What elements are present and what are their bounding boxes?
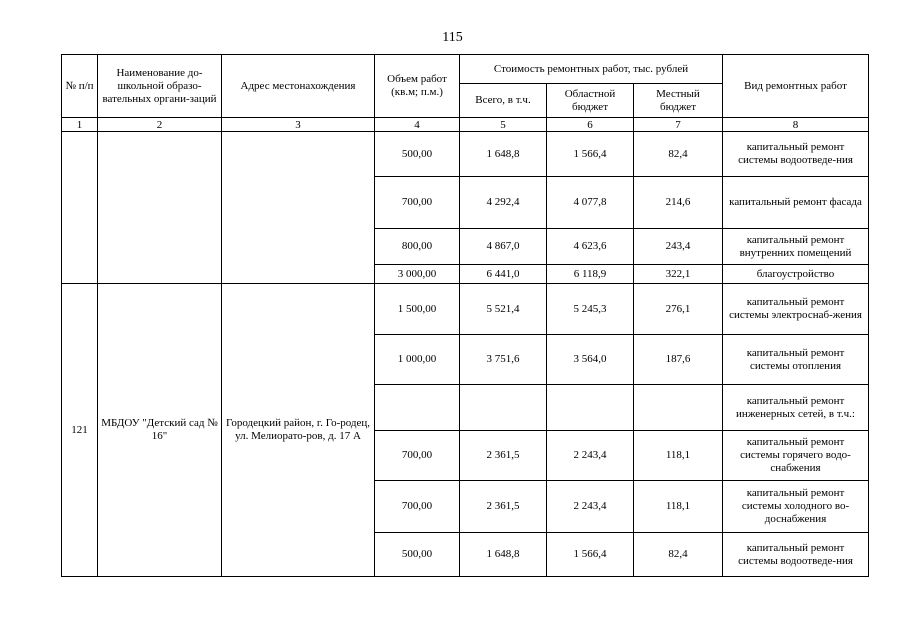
column-number: 8 <box>723 118 869 132</box>
org-name-cell <box>98 132 222 284</box>
regional-cell: 1 566,4 <box>547 132 634 177</box>
header-regional: Областной бюджет <box>547 84 634 118</box>
total-cell: 5 521,4 <box>460 284 547 335</box>
regional-cell: 4 623,6 <box>547 229 634 265</box>
header-work-type: Вид ремонтных работ <box>723 55 869 118</box>
volume-cell: 700,00 <box>375 481 460 533</box>
regional-cell: 1 566,4 <box>547 533 634 577</box>
header-num: № п/п <box>62 55 98 118</box>
header-address: Адрес местонахождения <box>222 55 375 118</box>
address-cell <box>222 132 375 284</box>
regional-cell <box>547 385 634 431</box>
header-cost-group: Стоимость ремонтных работ, тыс. рублей <box>460 55 723 84</box>
work-type-cell: капитальный ремонт внутренних помещений <box>723 229 869 265</box>
work-type-cell: капитальный ремонт системы отопления <box>723 335 869 385</box>
volume-cell: 500,00 <box>375 533 460 577</box>
column-number: 7 <box>634 118 723 132</box>
local-cell: 276,1 <box>634 284 723 335</box>
volume-cell: 700,00 <box>375 177 460 229</box>
local-cell: 82,4 <box>634 132 723 177</box>
local-cell: 82,4 <box>634 533 723 577</box>
address-cell: Городецкий район, г. Го-родец, ул. Мелиорато-ров, д. 17 А <box>222 284 375 577</box>
regional-cell: 2 243,4 <box>547 481 634 533</box>
work-type-cell: капитальный ремонт инженерных сетей, в т.ч.: <box>723 385 869 431</box>
column-number: 3 <box>222 118 375 132</box>
regional-cell: 3 564,0 <box>547 335 634 385</box>
header-total: Всего, в т.ч. <box>460 84 547 118</box>
work-type-cell: благоустройство <box>723 265 869 284</box>
page-number: 115 <box>442 30 463 45</box>
total-cell: 4 867,0 <box>460 229 547 265</box>
column-number: 2 <box>98 118 222 132</box>
total-cell: 2 361,5 <box>460 481 547 533</box>
total-cell: 1 648,8 <box>460 132 547 177</box>
local-cell: 187,6 <box>634 335 723 385</box>
column-number: 1 <box>62 118 98 132</box>
local-cell: 243,4 <box>634 229 723 265</box>
volume-cell: 1 500,00 <box>375 284 460 335</box>
table-row <box>62 284 869 335</box>
work-type-cell: капитальный ремонт системы электроснаб-жения <box>723 284 869 335</box>
work-type-cell: капитальный ремонт системы холодного во-доснабжения <box>723 481 869 533</box>
local-cell: 322,1 <box>634 265 723 284</box>
regional-cell: 2 243,4 <box>547 431 634 481</box>
column-number: 5 <box>460 118 547 132</box>
column-numbers-row <box>62 118 869 132</box>
local-cell: 118,1 <box>634 481 723 533</box>
volume-cell <box>375 385 460 431</box>
total-cell <box>460 385 547 431</box>
local-cell: 118,1 <box>634 431 723 481</box>
work-type-cell: капитальный ремонт системы водоотведе-ния <box>723 132 869 177</box>
work-type-cell: капитальный ремонт фасада <box>723 177 869 229</box>
column-number: 4 <box>375 118 460 132</box>
header-local: Местный бюджет <box>634 84 723 118</box>
org-name-cell: МБДОУ "Детский сад № 16" <box>98 284 222 577</box>
volume-cell: 500,00 <box>375 132 460 177</box>
total-cell: 6 441,0 <box>460 265 547 284</box>
total-cell: 2 361,5 <box>460 431 547 481</box>
total-cell: 4 292,4 <box>460 177 547 229</box>
volume-cell: 700,00 <box>375 431 460 481</box>
local-cell <box>634 385 723 431</box>
regional-cell: 4 077,8 <box>547 177 634 229</box>
total-cell: 3 751,6 <box>460 335 547 385</box>
total-cell: 1 648,8 <box>460 533 547 577</box>
repair-works-table <box>61 54 869 577</box>
header-volume: Объем работ (кв.м; п.м.) <box>375 55 460 118</box>
volume-cell: 3 000,00 <box>375 265 460 284</box>
regional-cell: 6 118,9 <box>547 265 634 284</box>
work-type-cell: капитальный ремонт системы водоотведе-ния <box>723 533 869 577</box>
header-name: Наименование до-школьной образо-вательных органи-заций <box>98 55 222 118</box>
row-num-cell: 121 <box>62 284 98 577</box>
column-number: 6 <box>547 118 634 132</box>
regional-cell: 5 245,3 <box>547 284 634 335</box>
work-type-cell: капитальный ремонт системы горячего водо-снабжения <box>723 431 869 481</box>
volume-cell: 800,00 <box>375 229 460 265</box>
header-row-1 <box>62 55 869 84</box>
row-num-cell <box>62 132 98 284</box>
table-row <box>62 132 869 177</box>
volume-cell: 1 000,00 <box>375 335 460 385</box>
local-cell: 214,6 <box>634 177 723 229</box>
